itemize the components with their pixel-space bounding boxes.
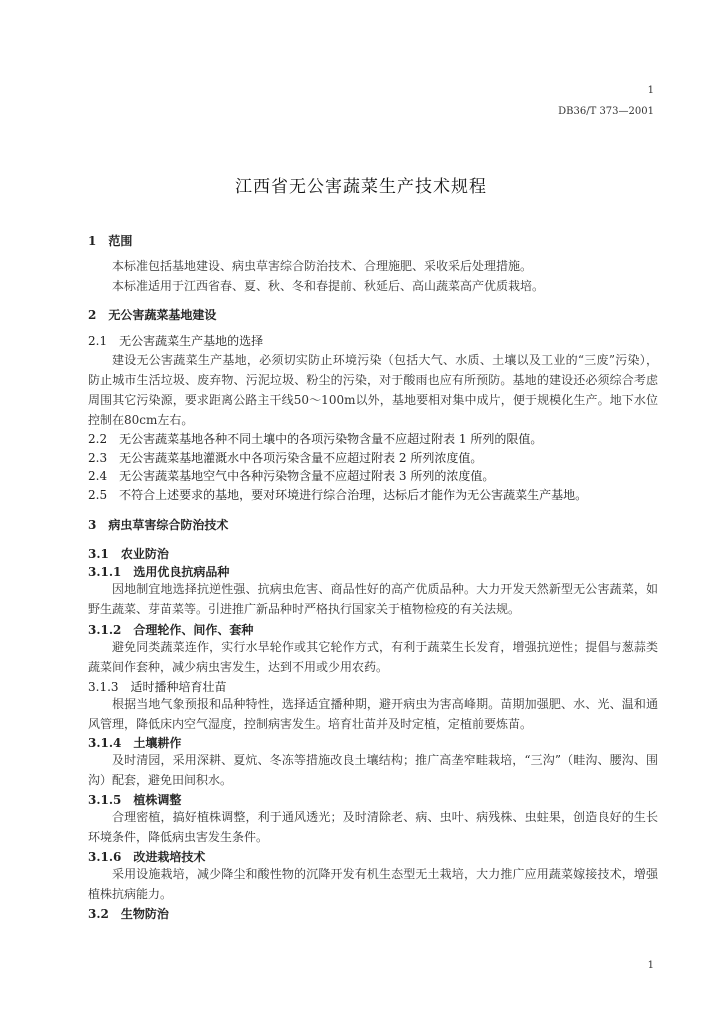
section-3-1-6-number: 3.1.6 (88, 850, 122, 864)
section-3-1-heading (88, 545, 169, 562)
section-3-2-title: 生物防治 (120, 907, 169, 921)
section-2-1-title: 无公害蔬菜生产基地的选择 (119, 334, 264, 348)
section-3-1-5-title: 植株调整 (133, 793, 182, 807)
section-2-2-number: 2.2 (88, 432, 108, 446)
section-1-heading (88, 232, 132, 249)
section-2-5 (88, 486, 587, 503)
section-3-1-2-heading (88, 621, 253, 638)
section-3-1-6-title: 改进栽培技术 (133, 850, 206, 864)
section-3-title: 病虫草害综合防治技术 (108, 518, 229, 532)
section-3-1-4-body: 及时清园，采用深耕、夏炕、冬冻等措施改良土壤结构；推广高垄窄畦栽培，“三沟”（畦沟、腰沟、围沟）配套，避免田间积水。 (88, 753, 658, 787)
section-2-1-body: 建设无公害蔬菜生产基地，必须切实防止环境污染（包括大气、水质、土壤以及工业的“三废”污染），防止城市生活垃圾、废弃物、污泥垃圾、粉尘的污染，对于酸雨也应有所预防。基地的建设还必须综合考虑周围其它污染源，要求距离公路主干线50～100m以外，基地要相对集中成片，便于规模化生产。地下水位控制在80cm左右。 (88, 353, 658, 427)
standard-code: DB36/T 373—2001 (558, 106, 654, 117)
section-2-3-text: 无公害蔬菜基地灌溉水中各项污染含量不应超过附表 2 所列浓度值。 (119, 451, 483, 465)
section-3-2-number: 3.2 (88, 907, 109, 921)
section-3-1-3-title: 适时播种培育壮苗 (130, 680, 227, 694)
section-3-1-3-body: 根据当地气象预报和品种特性，选择适宜播种期，避开病虫为害高峰期。苗期加强肥、水、光、温和通风管理，降低床内空气湿度，控制病害发生。培育壮苗并及时定植，定植前要炼苗。 (88, 697, 658, 731)
section-1-number: 1 (88, 234, 97, 248)
section-2-5-number: 2.5 (88, 488, 108, 502)
section-3-1-4-heading (88, 734, 181, 751)
section-3-1-3-number: 3.1.3 (88, 680, 119, 694)
section-3-2-heading (88, 905, 169, 922)
section-1-paragraph-1: 本标准包括基地建设、病虫草害综合防治技术、合理施肥、采收采后处理措施。 (112, 259, 533, 273)
section-3-1-1-number: 3.1.1 (88, 565, 122, 579)
section-2-4-number: 2.4 (88, 469, 108, 483)
section-2-3-number: 2.3 (88, 451, 108, 465)
section-2-number: 2 (88, 308, 97, 322)
section-2-3 (88, 449, 482, 466)
section-3-1-2-title: 合理轮作、间作、套种 (133, 623, 254, 637)
section-2-1-number: 2.1 (88, 334, 108, 348)
page-number-bottom: 1 (647, 960, 654, 971)
section-2-heading (88, 306, 216, 323)
section-2-title: 无公害蔬菜基地建设 (108, 308, 217, 322)
section-3-1-title: 农业防治 (120, 547, 169, 561)
section-3-1-2-number: 3.1.2 (88, 623, 122, 637)
section-1-title: 范围 (108, 234, 133, 248)
section-3-1-2-body: 避免同类蔬菜连作，实行水旱轮作或其它轮作方式，有利于蔬菜生长发育，增强抗逆性；提倡与葱蒜类蔬菜间作套种，减少病虫害发生，达到不用或少用农药。 (88, 640, 658, 674)
section-3-1-6-heading (88, 848, 205, 865)
section-3-1-5-body: 合理密植，搞好植株调整，利于通风透光；及时清除老、病、虫叶、病残株、虫蛀果，创造良好的生长环境条件，降低病虫害发生条件。 (88, 810, 658, 844)
section-2-4 (88, 467, 494, 484)
section-3-1-4-title: 土壤耕作 (133, 736, 182, 750)
section-2-2 (88, 430, 542, 447)
section-3-1-number: 3.1 (88, 547, 109, 561)
section-3-1-4-number: 3.1.4 (88, 736, 122, 750)
section-2-5-text: 不符合上述要求的基地，要对环境进行综合治理，达标后才能作为无公害蔬菜生产基地。 (119, 488, 588, 502)
section-3-1-1-body: 因地制宜地选择抗逆性强、抗病虫危害、商品性好的高产优质品种。大力开发天然新型无公害蔬菜，如野生蔬菜、芽苗菜等。引进推广新品种时严格执行国家关于植物检疫的有关法规。 (88, 582, 658, 616)
section-3-number: 3 (88, 518, 97, 532)
section-3-1-5-heading (88, 791, 181, 808)
section-3-heading (88, 516, 228, 533)
section-3-1-1-title: 选用优良抗病品种 (133, 565, 230, 579)
section-3-1-1-heading (88, 563, 229, 580)
page-number-top: 1 (647, 85, 654, 96)
section-3-1-6-body: 采用设施栽培，减少降尘和酸性物的沉降开发有机生态型无土栽培，大力推广应用蔬菜嫁接技术，增强植株抗病能力。 (88, 867, 658, 901)
section-2-4-text: 无公害蔬菜基地空气中各种污染物含量不应超过附表 3 所列的浓度值。 (119, 469, 495, 483)
section-1-paragraph-2: 本标准适用于江西省春、夏、秋、冬和春提前、秋延后、高山蔬菜高产优质栽培。 (112, 279, 545, 293)
document-title: 江西省无公害蔬菜生产技术规程 (235, 177, 487, 197)
section-2-1-heading (88, 332, 263, 349)
section-3-1-3-heading (88, 678, 227, 695)
section-2-2-text: 无公害蔬菜基地各种不同土壤中的各项污染物含量不应超过附表 1 所列的限值。 (119, 432, 543, 446)
section-3-1-5-number: 3.1.5 (88, 793, 122, 807)
